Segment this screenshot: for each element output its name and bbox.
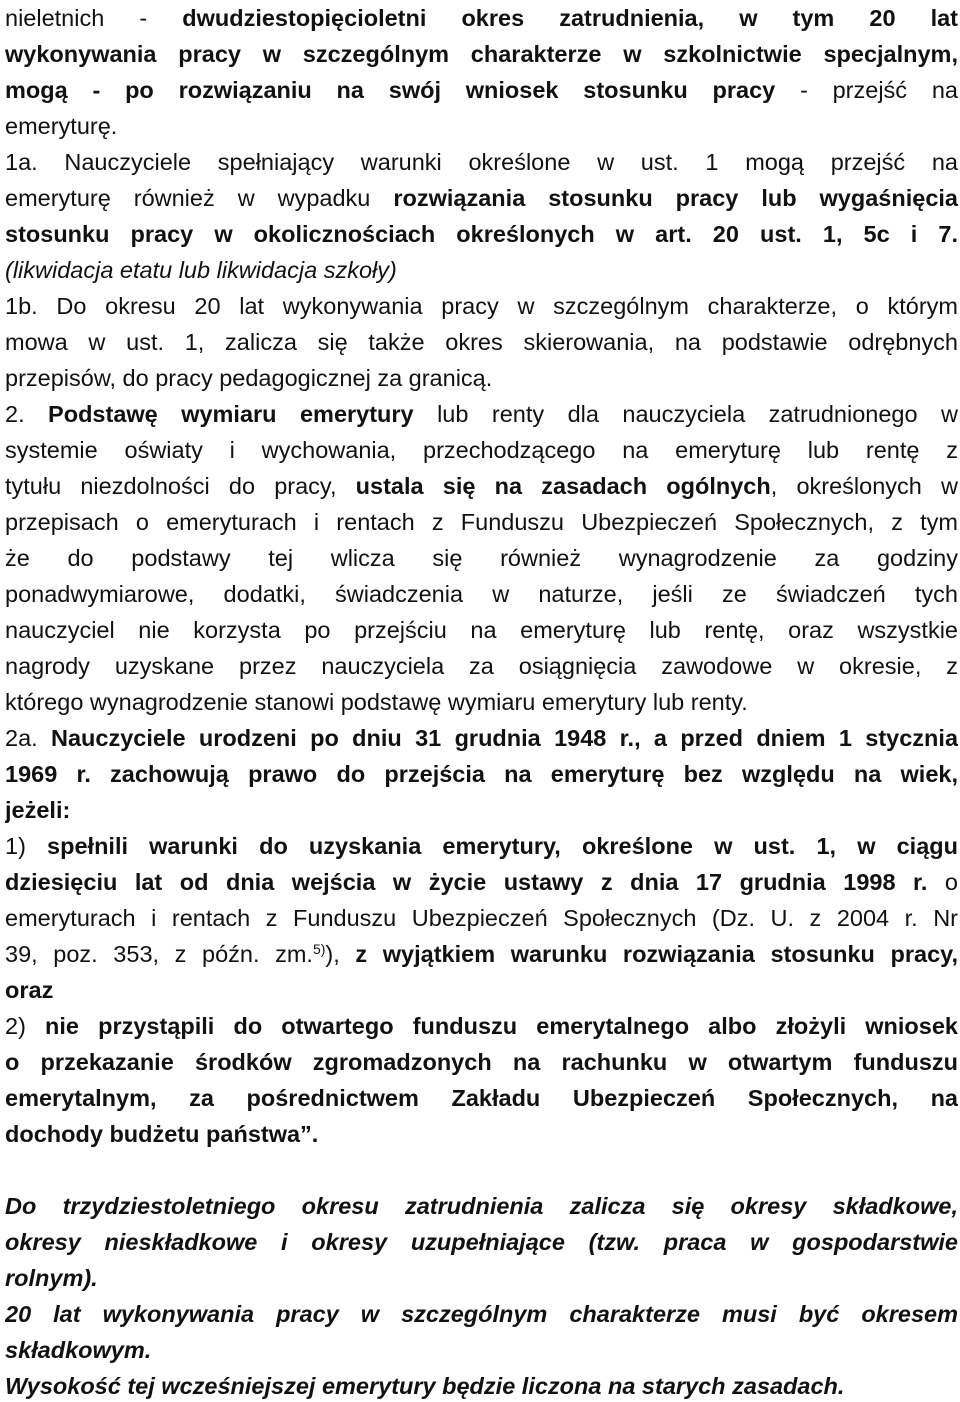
text-run: 39, poz. 353, z późn. zm.	[5, 941, 313, 967]
text-run: dziesięciu lat od dnia wejścia w życie ustawy z dnia 17 grudnia 1998 r.	[5, 869, 928, 895]
text-line	[5, 216, 958, 252]
text-run: mogą - po rozwiązaniu na swój wniosek stosunku pracy	[5, 77, 776, 103]
text-run: rolnym).	[5, 1265, 98, 1291]
text-line	[5, 396, 958, 432]
text-line	[5, 864, 958, 900]
text-run: przepisów, do pracy pedagogicznej za granicą.	[5, 365, 493, 391]
text-line	[5, 108, 958, 144]
text-run: emeryturę.	[5, 113, 118, 139]
text-line	[5, 180, 958, 216]
text-run: tytułu niezdolności do pracy,	[5, 473, 356, 499]
text-run: 2a.	[5, 725, 52, 751]
text-run: Do trzydziestoletniego okresu zatrudnienia zalicza się okresy składkowe,	[5, 1193, 958, 1219]
text-line	[5, 648, 958, 684]
text-run: 1)	[5, 833, 48, 859]
text-run: rozwiązania stosunku pracy lub wygaśnięcia	[393, 185, 958, 211]
text-run: ponadwymiarowe, dodatki, świadczenia w naturze, jeśli ze świadczeń tych	[5, 581, 958, 607]
text-run: systemie oświaty i wychowania, przechodzącego na emeryturę lub rentę z	[5, 437, 958, 463]
text-run: przepisach o emeryturach i rentach z Funduszu Ubezpieczeń Społecznych, z tym	[5, 509, 958, 535]
text-line	[5, 1260, 958, 1296]
text-run: spełnili warunki do uzyskania emerytury, określone w ust. 1, w ciągu	[47, 833, 958, 859]
text-run: nieletnich -	[5, 5, 183, 31]
text-line	[5, 1332, 958, 1368]
text-line	[5, 720, 958, 756]
footnote-ref: 5)	[312, 941, 326, 957]
text-line	[5, 828, 958, 864]
text-line	[5, 1296, 958, 1332]
text-run: 20 lat wykonywania pracy w szczególnym charakterze musi być okresem	[5, 1301, 958, 1327]
text-run: Podstawę wymiaru emerytury	[48, 401, 414, 427]
text-run: 1969 r. zachowują prawo do przejścia na emeryturę bez względu na wiek,	[5, 761, 958, 787]
text-line	[5, 144, 958, 180]
text-run: 1b. Do okresu 20 lat wykonywania pracy w szczególnym charakterze, o którym	[5, 293, 958, 319]
text-line	[5, 900, 958, 936]
text-run: Wysokość tej wcześniejszej emerytury będzie liczona na starych zasadach.	[5, 1373, 845, 1399]
text-line	[5, 504, 958, 540]
text-line	[5, 468, 958, 504]
text-run: dochody budżetu państwa”.	[5, 1121, 319, 1147]
text-run: dwudziestopięcioletni okres zatrudnienia, w tym 20 lat	[182, 5, 958, 31]
text-run: emerytalnym, za pośrednictwem Zakładu Ubezpieczeń Społecznych, na	[5, 1085, 958, 1111]
text-run: 1a. Nauczyciele spełniający warunki określone w ust. 1 mogą przejść na	[5, 149, 958, 175]
text-run: - przejść na	[775, 77, 958, 103]
text-line	[5, 1224, 958, 1260]
text-run: nie przystąpili do otwartego funduszu emerytalnego albo złożyli wniosek	[45, 1013, 958, 1039]
text-run: z wyjątkiem warunku rozwiązania stosunku pracy,	[355, 941, 958, 967]
text-line	[5, 1044, 958, 1080]
text-run: , określonych w	[770, 473, 958, 499]
text-line	[5, 36, 958, 72]
text-line	[5, 72, 958, 108]
text-run: oraz	[5, 977, 54, 1003]
text-run: składkowym.	[5, 1337, 152, 1363]
text-run: 2)	[5, 1013, 46, 1039]
text-line	[5, 936, 958, 972]
text-run: nauczyciel nie korzysta po przejściu na emeryturę lub rentę, oraz wszystkie	[5, 617, 958, 643]
text-run: okresy nieskładkowe i okresy uzupełniające (tzw. praca w gospodarstwie	[5, 1229, 958, 1255]
text-line	[5, 684, 958, 720]
text-line	[5, 576, 958, 612]
text-run: emeryturę również w wypadku	[5, 185, 394, 211]
text-run: lub renty dla nauczyciela zatrudnionego w	[413, 401, 958, 427]
text-line	[5, 324, 958, 360]
text-line	[5, 792, 958, 828]
text-line	[5, 972, 958, 1008]
text-line	[5, 432, 958, 468]
text-line	[5, 360, 958, 396]
text-line	[5, 1116, 958, 1152]
text-line	[5, 288, 958, 324]
text-line	[5, 1008, 958, 1044]
text-run: mowa w ust. 1, zalicza się także okres skierowania, na podstawie odrębnych	[5, 329, 958, 355]
text-line	[5, 1368, 958, 1402]
text-line	[5, 1188, 958, 1224]
text-line	[5, 756, 958, 792]
text-run: ),	[325, 941, 356, 967]
text-run: którego wynagrodzenie stanowi podstawę wymiaru emerytury lub renty.	[5, 689, 748, 715]
text-run: jeżeli:	[5, 797, 71, 823]
text-run: że do podstawy tej wlicza się również wynagrodzenie za godziny	[5, 545, 958, 571]
text-line	[5, 540, 958, 576]
text-run: ustala się na zasadach ogólnych	[355, 473, 771, 499]
text-run: o	[927, 869, 958, 895]
text-run: nagrody uzyskane przez nauczyciela za osiągnięcia zawodowe w okresie, z	[5, 653, 958, 679]
text-run: wykonywania pracy w szczególnym charakterze w szkolnictwie specjalnym,	[5, 41, 958, 67]
text-run: stosunku pracy w okolicznościach określonych w art. 20 ust. 1, 5c i 7.	[5, 221, 958, 247]
text-line	[5, 1080, 958, 1116]
text-line	[5, 612, 958, 648]
text-run: 2.	[5, 401, 49, 427]
text-line	[5, 0, 958, 36]
text-line	[5, 252, 958, 288]
text-run: Nauczyciele urodzeni po dniu 31 grudnia 1948 r., a przed dniem 1 stycznia	[51, 725, 958, 751]
text-run: (likwidacja etatu lub likwidacja szkoły)	[5, 257, 397, 283]
text-run: emeryturach i rentach z Funduszu Ubezpieczeń Społecznych (Dz. U. z 2004 r. Nr	[5, 905, 958, 931]
text-run: o przekazanie środków zgromadzonych na rachunku w otwartym funduszu	[5, 1049, 958, 1075]
